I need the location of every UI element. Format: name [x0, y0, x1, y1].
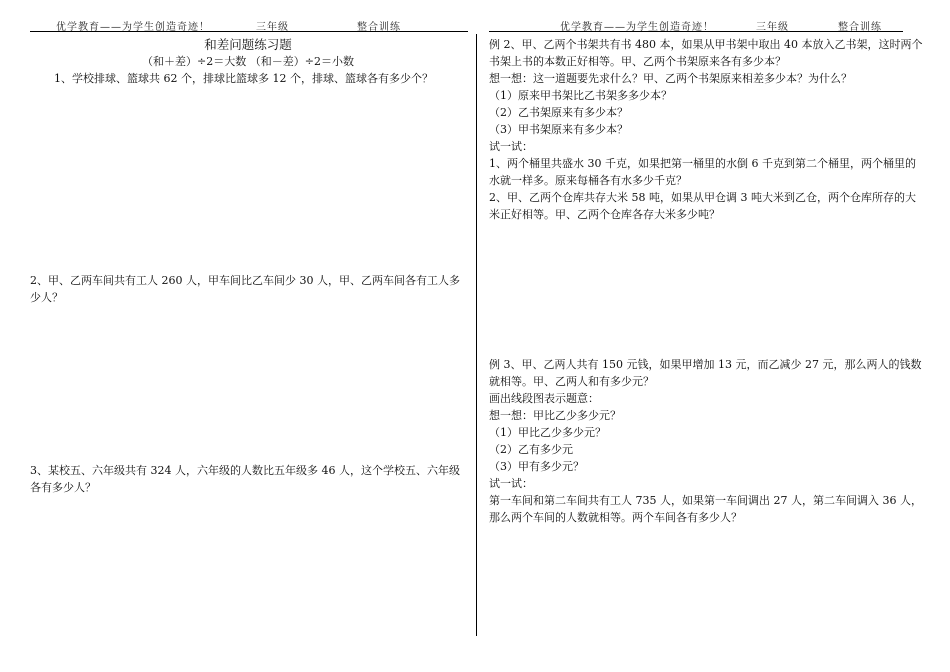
header-slogan: 优学教育——为学生创造奇迹！ — [56, 22, 210, 33]
header-grade: 三年级 — [256, 22, 289, 33]
question-1: 1、学校排球、篮球共 62 个，排球比篮球多 12 个，排球、篮球各有多少个？ — [54, 72, 433, 85]
header-grade: 三年级 — [756, 22, 789, 33]
header-rule-left — [30, 31, 468, 32]
example-3-draw: 画出线段图表示题意： — [489, 392, 599, 405]
example-3-step-2: （2）乙有多少元 — [489, 443, 573, 456]
example-2-step-3: （3）甲书架原来有多少本？ — [489, 123, 628, 136]
worksheet-title: 和差问题练习题 — [204, 37, 292, 52]
page-header-left — [0, 18, 476, 32]
example-3-try-1: 第一车间和第二车间共有工人 735 人，如果第一车间调出 27 人，第二车间调入 36 人，那么两个车间的人数就相等。两个车间各有多少人？ — [489, 494, 922, 524]
example-2-try-2: 2、甲、乙两个仓库共存大米 58 吨，如果从甲仓调 3 吨大米到乙仓，两个仓库所存的大米正好相等。甲、乙两个仓库各存大米多少吨？ — [489, 191, 916, 221]
left-column — [30, 36, 466, 496]
right-column — [489, 36, 925, 526]
example-3-think: 想一想：甲比乙少多少元？ — [489, 409, 621, 422]
example-2-try-1: 1、两个桶里共盛水 30 千克，如果把第一桶里的水倒 6 千克到第二个桶里，两个桶里的水就一样多。原来每桶各有水多少千克？ — [489, 157, 916, 187]
column-divider — [476, 34, 477, 636]
example-2-try-label: 试一试： — [489, 140, 533, 153]
example-2-think: 想一想：这一道题要先求什么？甲、乙两个书架原来相差多少本？为什么？ — [489, 72, 852, 85]
question-2: 2、甲、乙两车间共有工人 260 人，甲车间比乙车间少 30 人，甲、乙两车间各有工人多少人？ — [30, 274, 460, 304]
formula-line: （和＋差）÷2＝大数 （和－差）÷2＝小数 — [142, 55, 354, 68]
page-header-right — [476, 18, 950, 32]
example-3-step-3: （3）甲有多少元？ — [489, 460, 584, 473]
header-slogan: 优学教育——为学生创造奇迹！ — [560, 22, 714, 33]
header-subject: 整合训练 — [357, 22, 401, 33]
example-3-problem: 例 3、甲、乙两人共有 150 元钱，如果甲增加 13 元，而乙减少 27 元，那么两人的钱数就相等。甲、乙两人和有多少元？ — [489, 358, 922, 388]
header-rule-right — [489, 31, 903, 32]
example-2-step-1: （1）原来甲书架比乙书架多多少本？ — [489, 89, 672, 102]
example-2-step-2: （2）乙书架原来有多少本？ — [489, 106, 628, 119]
header-subject: 整合训练 — [838, 22, 882, 33]
question-3: 3、某校五、六年级共有 324 人，六年级的人数比五年级多 46 人，这个学校五、六年级各有多少人？ — [30, 464, 460, 494]
example-3-try-label: 试一试： — [489, 477, 533, 490]
example-2-problem: 例 2、甲、乙两个书架共有书 480 本，如果从甲书架中取出 40 本放入乙书架，这时两个书架上书的本数正好相等。甲、乙两个书架原来各有多少本？ — [489, 38, 923, 68]
example-3-step-1: （1）甲比乙少多少元？ — [489, 426, 606, 439]
